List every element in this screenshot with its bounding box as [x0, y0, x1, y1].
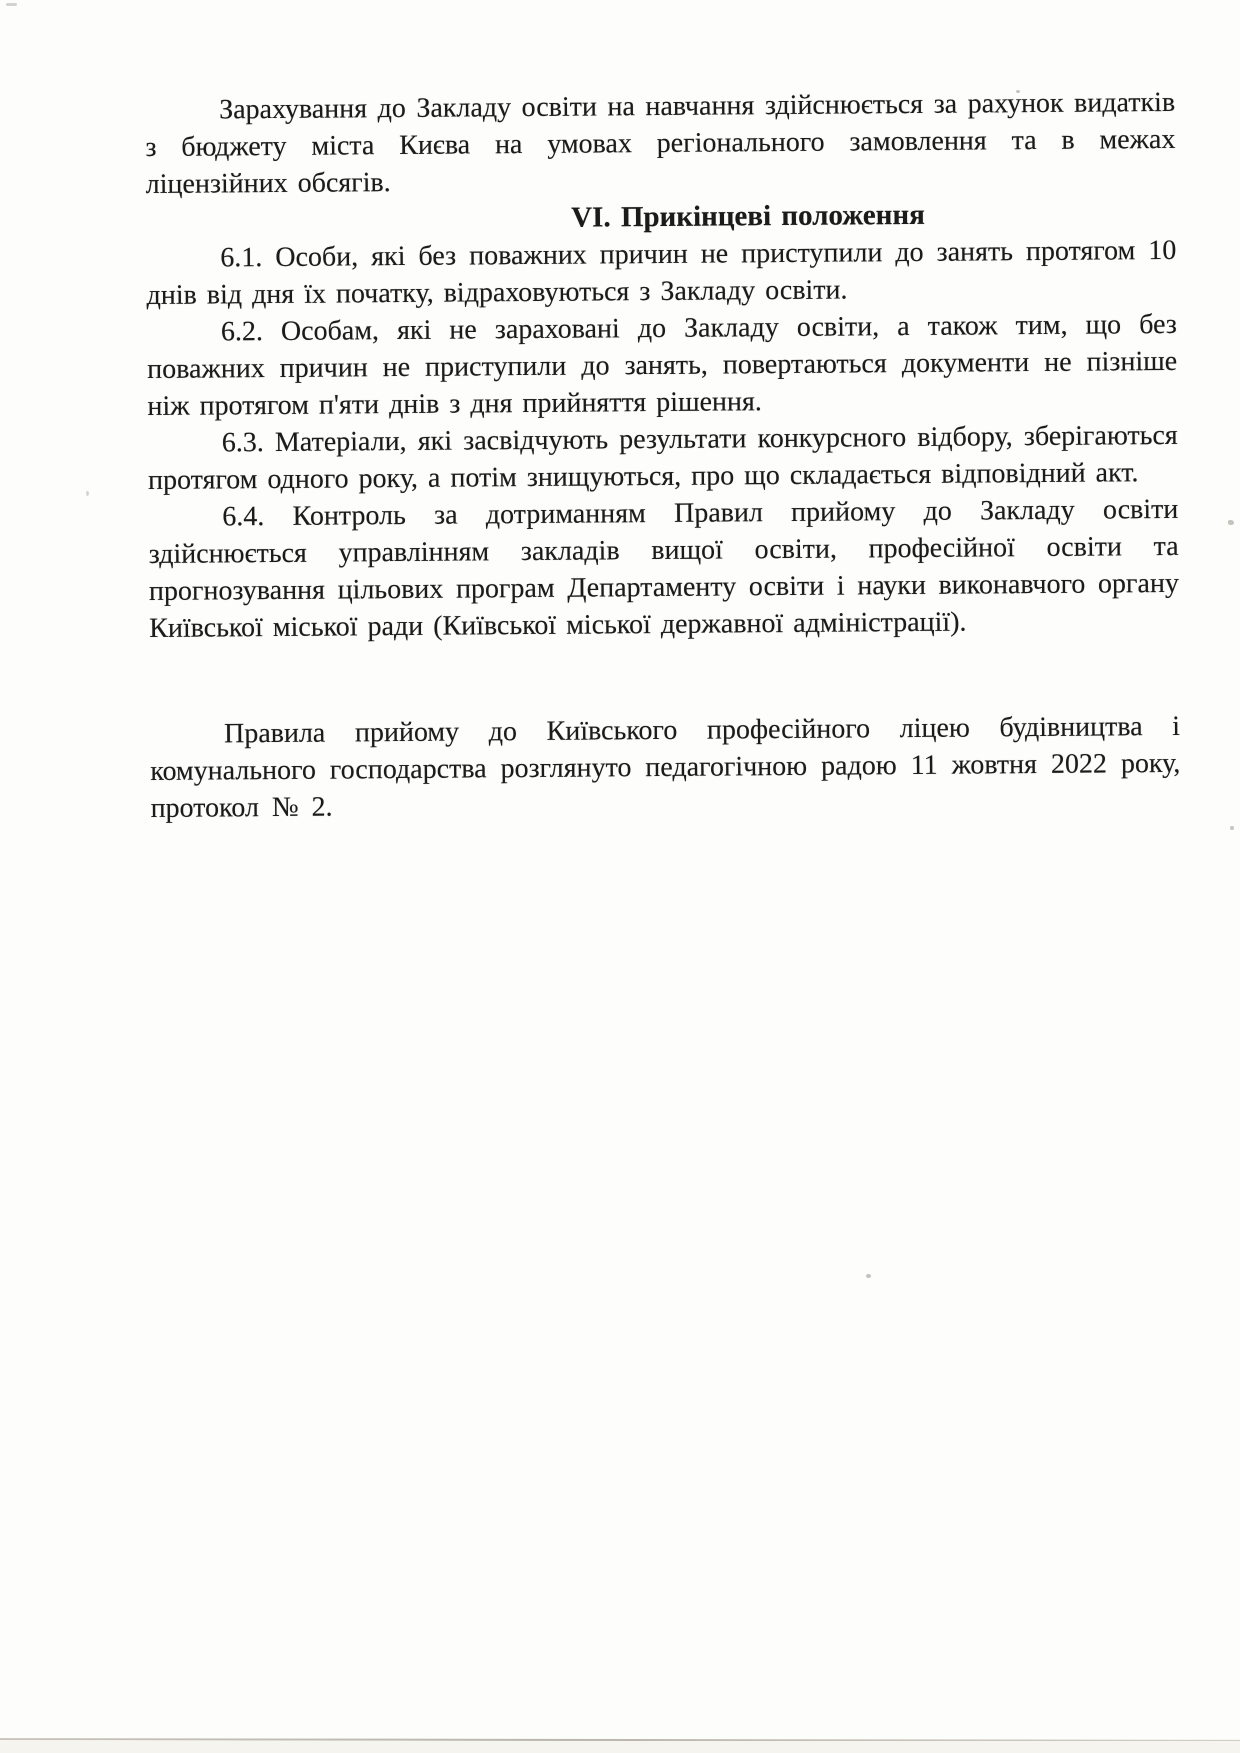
- intro-paragraph: Зарахування до Закладу освіти на навчання здійснюється за рахунок видатків з бюджету міста Києва на умовах регіонального замовлення та в межах ліцензійних обсягів.: [145, 86, 1176, 200]
- scan-speck: [1016, 90, 1020, 93]
- document-text-block: [145, 84, 1181, 827]
- clause-6-1-number: 6.1.: [220, 242, 263, 274]
- scan-speck: [6, 3, 17, 6]
- clause-6-2-number: 6.2.: [220, 316, 264, 348]
- scan-speck: [1230, 826, 1234, 830]
- scan-speck: [866, 1274, 871, 1278]
- clause-6-3-number: 6.3.: [221, 427, 264, 459]
- scan-speck: [86, 491, 89, 496]
- clause-6-1-text: Особи, які без поважних причин не приступили до занять протягом 10 днів від дня їх початку, відраховуються з Закладу освіти.: [146, 234, 1177, 311]
- closing-paragraph: Правила прийому до Київського професійного ліцею будівництва і комунального господарства розглянуто педагогічною радою 11 жовтня 2022 року, протокол № 2.: [150, 710, 1181, 824]
- clause-6-4: [148, 491, 1179, 647]
- clause-6-3: [148, 417, 1179, 499]
- clause-6-3-text: Матеріали, які засвідчують результати конкурсного відбору, зберігаються протягом одного року, а потім знищуються, про що складається відповідний акт.: [147, 419, 1178, 496]
- scan-speck: [1228, 520, 1234, 525]
- section-heading: VI. Прикінцеві положення: [571, 198, 925, 234]
- clause-6-2: [147, 306, 1178, 425]
- clause-6-4-number: 6.4.: [222, 501, 265, 533]
- clause-6-1: [146, 232, 1177, 314]
- scan-page-edge-shadow: [0, 1741, 1240, 1753]
- clause-6-2-text: Особам, які не зараховані до Закладу освіти, а також тим, що без поважних причин не приступили до занять, повертаються документи не пізніше ніж протягом п'яти днів з дня прийняття рішення.: [147, 308, 1178, 422]
- clause-6-4-text: Контроль за дотриманням Правил прийому до Закладу освіти здійснюється управлінням закладів вищої освіти, професійної освіти та прогнозування цільових програм Департаменту освіти і науки виконавчого органу Київської міської ради (Київської міської державної адміністрації).: [148, 493, 1180, 644]
